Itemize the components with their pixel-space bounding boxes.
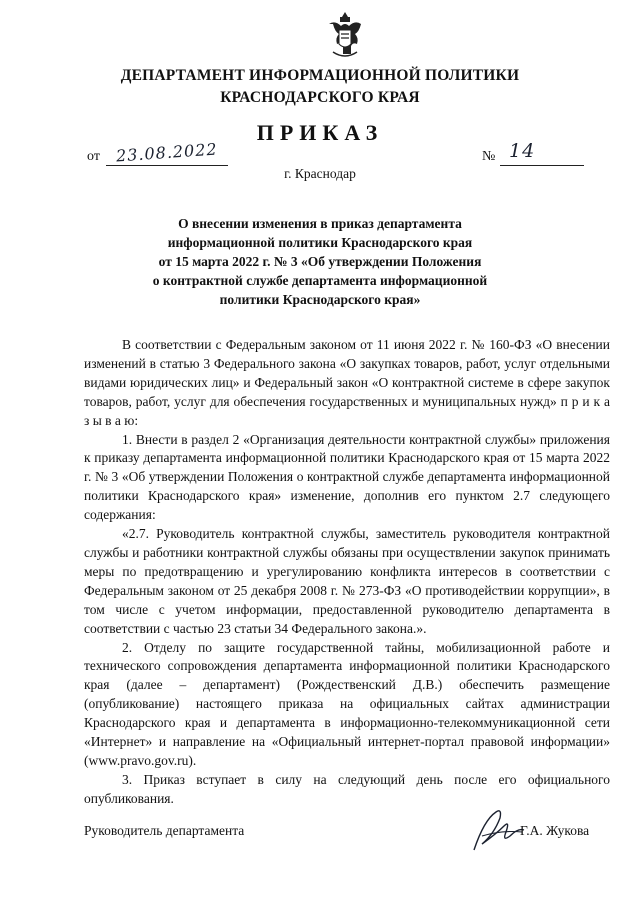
city: г. Краснодар [284,166,356,181]
clause-2-paragraph: 2. Отделу по защите государственной тайны, мобилизационной работе и технического сопровождения департамента информационной политики Краснодарского края (далее – департамент) (Рождественский Д.В.) обеспечить размещение (опубликование) настоящего приказа на официальных сайтах администрации Краснодарского края и департамента в информационно-телекоммуникационной сети «Интернет» и направление на «Официальный интернет-портал правовой информации» (www.pravo.gov.ru). [84,639,610,768]
clause-3-paragraph: 3. Приказ вступает в силу на следующий день после его официального опубликования. [84,771,610,806]
title-line: О внесении изменения в приказ департамента [178,216,462,231]
handwritten-date: 23.08.2022 [115,139,219,166]
number-prefix: № [482,149,496,164]
signatory-name: Г.А. Жукова [520,823,590,838]
department-name-line-2: КРАСНОДАРСКОГО КРАЯ [220,89,420,106]
title-line: информационной политики Краснодарского края [167,235,473,250]
order-title [120,214,520,309]
clause-1-paragraph: 1. Внести в раздел 2 «Организация деятельности контрактной службы» приложения к приказу департамента информационной политики Краснодарского края от 15 марта 2022 г. № 3 «Об утверждении Положения о контрактной службе департамента информационной политики Краснодарского края» изменение, дополнив его пунктом 2.7 следующего содержания: [84,431,610,523]
preamble-paragraph: В соответствии с Федеральным законом от 11 июня 2022 г. № 160-ФЗ «О внесении изменений в статью 3 Федерального закона «О закупках товаров, работ, услуг отдельными видами юридических лиц» и Федеральный закон «О контрактной системе в сфере закупок товаров, работ, услуг для обеспечения государственных и муниципальных нужд» п р и к а з ы в а ю: [84,337,610,428]
department-name-line-1: ДЕПАРТАМЕНТ ИНФОРМАЦИОННОЙ ПОЛИТИКИ [120,67,520,84]
title-line: от 15 марта 2022 г. № 3 «Об утверждении Положения [158,254,482,269]
title-line: политики Краснодарского края» [219,292,421,307]
signatory-role: Руководитель департамента [84,823,245,838]
order-body [84,336,610,809]
date-prefix: от [87,149,100,164]
handwritten-number: 14 [509,140,536,162]
clause-2-7-quote: «2.7. Руководитель контрактной службы, заместитель руководителя контрактной службы и работники контрактной службы обязаны при осуществлении закупок принимать меры по предотвращению и урегулированию конфликта интересов в соответствии с Федеральным законом от 25 декабря 2008 г. № 273-ФЗ «О противодействии коррупции», в том числе с учетом информации, предоставленной руководителю департамента в соответствии с частью 23 статьи 34 Федерального закона.». [84,526,610,636]
document-type: ПРИКАЗ [256,120,384,145]
coat-of-arms-emblem [325,10,365,60]
title-line: о контрактной службе департамента информационной [152,273,488,288]
